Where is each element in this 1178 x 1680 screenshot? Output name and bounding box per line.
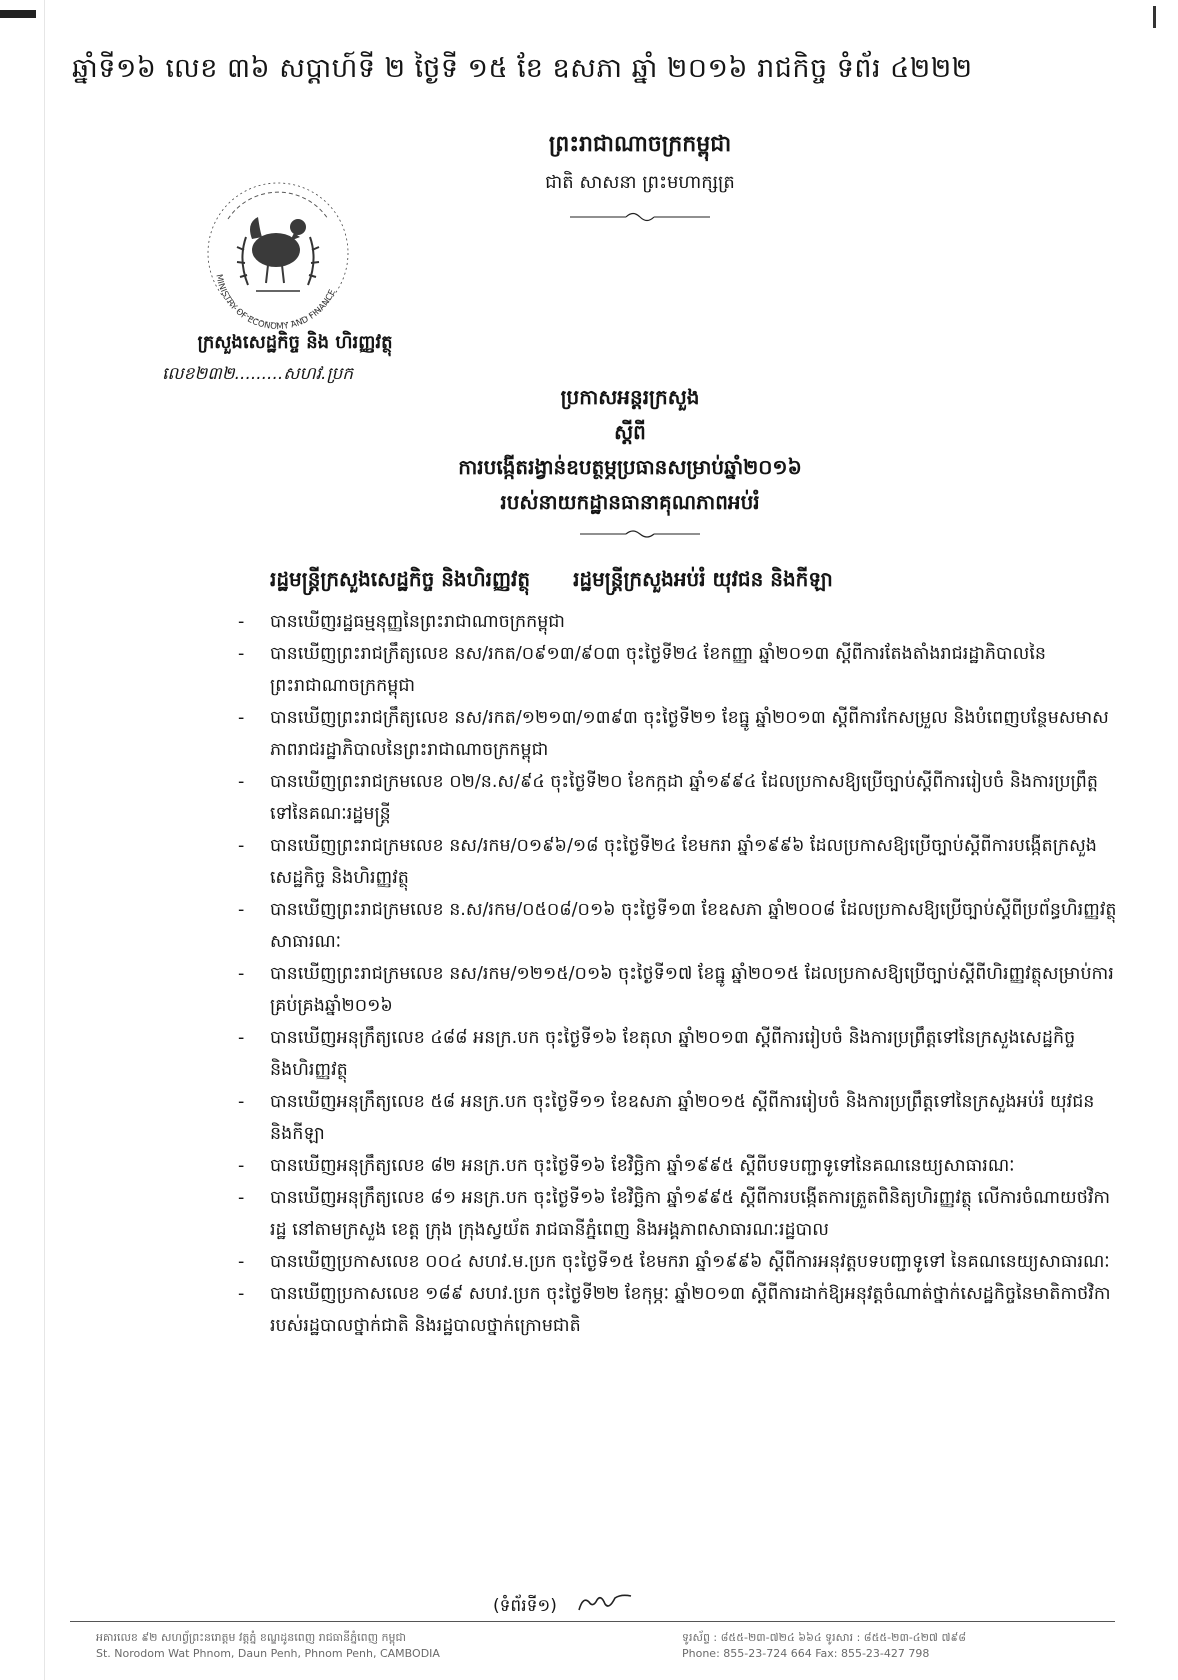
initials-signature [575,1592,635,1614]
minister-economy-heading: រដ្ឋមន្ត្រីក្រសួងសេដ្ឋកិច្ច និងហិរញ្ញវត្ថុ [270,567,531,591]
list-item: - បានឃើញអនុក្រឹត្យលេខ ៨២ អនក្រ.បក ចុះថ្ងៃទី១៦ ខែវិច្ឆិកា ឆ្នាំ១៩៩៥ ស្តីពីបទបញ្ជាទូទៅនៃគណនេយ្យសាធារណៈ [238,1156,1015,1176]
list-item: - បានឃើញប្រកាសលេខ ០០៤ សហវ.ម.ប្រក ចុះថ្ងៃទី១៥ ខែមករា ឆ្នាំ១៩៩៦ ស្តីពីការអនុវត្តបទបញ្ជាទូទៅ នៃគណនេយ្យសាធារណៈ [238,1252,1110,1272]
kingdom-title: ព្រះរាជាណាចក្រកម្ពុជា [548,132,732,157]
ministers-heading [270,566,1130,596]
list-item: - បានឃើញព្រះរាជក្រមលេខ នស/រកម/០១៩៦/១៨ ចុះថ្ងៃទី២៤ ខែមករា ឆ្នាំ១៩៩៦ ដែលប្រកាសឱ្យប្រើច្បាប់ស្តីពីការបង្កើតក្រសួងសេដ្ឋកិច្ច និងហិរញ្ញវត្ថុ [238,836,1097,888]
scan-margin [44,0,45,1680]
legal-basis-list [238,606,1118,1342]
list-item-text: បានឃើញព្រះរាជក្រមលេខ ន.ស/រកម/០៥០៨/០១៦ ចុះថ្ងៃទី១៣ ខែឧសភា ឆ្នាំ២០០៨ ដែលប្រកាសឱ្យប្រើច្បាប់ស្តីពីប្រព័ន្ធហិរញ្ញវត្ថុសាធារណៈ [270,900,1117,952]
national-motto: ជាតិ សាសនា ព្រះមហាក្សត្រ [545,172,735,193]
list-item-text: បានឃើញព្រះរាជក្រឹត្យលេខ នស/រកត/០៩១៣/៩០៣ ចុះថ្ងៃទី២៤ ខែកញ្ញា ឆ្នាំ២០១៣ ស្តីពីការតែងតាំងរាជរដ្ឋាភិបាលនៃព្រះរាជាណាចក្រកម្ពុជា [270,644,1047,696]
list-item: - បានឃើញអនុក្រឹត្យលេខ ៥៨ អនក្រ.បក ចុះថ្ងៃទី១១ ខែឧសភា ឆ្នាំ២០១៥ ស្តីពីការរៀបចំ និងការប្រព្រឹត្តទៅនៃក្រសួងអប់រំ យុវជន និងកីឡា [238,1092,1095,1144]
footer-address-km: អគារលេខ ៩២ សហព្វ័ព្រះនរោត្តម វត្តភ្នំ ខណ្ឌដូនពេញ រាជធានីភ្នំពេញ កម្ពុជា [96,1631,406,1644]
ministry-name: ក្រសួងសេដ្ឋកិច្ច និង ហិរញ្ញវត្ថុ [197,332,393,353]
title-line-2: ស្តីពី [614,420,646,444]
gazette-header: ឆ្នាំទី១៦ លេខ ៣៦ សប្តាហ៍ទី ២ ថ្ងៃទី ១៥ ខែ ឧសភា ឆ្នាំ ២០១៦ រាជកិច្ច ទំព័រ ៤២២២ [72,53,973,84]
list-item: - បានឃើញអនុក្រឹត្យលេខ ៤៨៨ អនក្រ.បក ចុះថ្ងៃទី១៦ ខែតុលា ឆ្នាំ២០១៣ ស្តីពីការរៀបចំ និងការប្រព្រឹត្តទៅនៃក្រសួងសេដ្ឋកិច្ច និងហិរញ្ញវត្ថុ [238,1028,1076,1080]
scan-corner-mark [1153,6,1156,28]
minister-education-heading: រដ្ឋមន្ត្រីក្រសួងអប់រំ យុវជន និងកីឡា [573,567,833,591]
list-item: - បានឃើញព្រះរាជក្រមលេខ នស/រកម/១២១៥/០១៦ ចុះថ្ងៃទី១៧ ខែធ្នូ ឆ្នាំ២០១៥ ដែលប្រកាសឱ្យប្រើច្បាប់ស្តីពីហិរញ្ញវត្ថុសម្រាប់ការគ្រប់គ្រងឆ្នាំ២០១៦ [238,964,1114,1016]
footer-divider [70,1621,1115,1622]
list-item-text: បានឃើញអនុក្រឹត្យលេខ ៥៨ អនក្រ.បក ចុះថ្ងៃទី១១ ខែឧសភា ឆ្នាំ២០១៥ ស្តីពីការរៀបចំ និងការប្រព្រឹត្តទៅនៃក្រសួងអប់រំ យុវជន និងកីឡា [270,1092,1095,1144]
list-item: - បានឃើញព្រះរាជក្រឹត្យលេខ នស/រកត/០៩១៣/៩០៣ ចុះថ្ងៃទី២៤ ខែកញ្ញា ឆ្នាំ២០១៣ ស្តីពីការតែងតាំងរាជរដ្ឋាភិបាលនៃព្រះរាជាណាចក្រកម្ពុជា [238,644,1047,696]
scan-edge-mark [0,10,36,18]
title-line-4: របស់នាយកដ្ឋានធានាគុណភាពអប់រំ [500,490,760,514]
list-item-text: បានឃើញអនុក្រឹត្យលេខ ៤៨៨ អនក្រ.បក ចុះថ្ងៃទី១៦ ខែតុលា ឆ្នាំ២០១៣ ស្តីពីការរៀបចំ និងការប្រព្រឹត្តទៅនៃក្រសួងសេដ្ឋកិច្ច និងហិរញ្ញវត្ថុ [270,1028,1076,1080]
emblem-text: MINISTRY OF ECONOMY AND FINANCE [213,273,338,333]
page-number: (ទំព័រទី១) [493,1596,557,1616]
title-line-1: ប្រកាសអន្តរក្រសួង [560,385,700,409]
list-item-text: បានឃើញអនុក្រឹត្យលេខ ៨២ អនក្រ.បក ចុះថ្ងៃទី១៦ ខែវិច្ឆិកា ឆ្នាំ១៩៩៥ ស្តីពីបទបញ្ជាទូទៅនៃគណនេយ្យសាធារណៈ [270,1156,1015,1176]
header-ornament [570,210,710,224]
list-item: - បានឃើញរដ្ឋធម្មនុញ្ញនៃព្រះរាជាណាចក្រកម្ពុជា [238,612,565,632]
list-item-text: បានឃើញព្រះរាជក្រឹត្យលេខ នស/រកត/១២១៣/១៣៩៣ ចុះថ្ងៃទី២១ ខែធ្នូ ឆ្នាំ២០១៣ ស្តីពីការកែសម្រួល និងបំពេញបន្ថែមសមាសភាពរាជរដ្ឋាភិបាលនៃព្រះរាជាណាចក្រកម្ពុជា [270,708,1109,760]
list-item-text: បានឃើញរដ្ឋធម្មនុញ្ញនៃព្រះរាជាណាចក្រកម្ពុជា [270,612,565,632]
list-item-text: បានឃើញព្រះរាជក្រមលេខ ០២/ន.ស/៩៤ ចុះថ្ងៃទី២០ ខែកក្កដា ឆ្នាំ១៩៩៤ ដែលប្រកាសឱ្យប្រើច្បាប់ស្តីពីការរៀបចំ និងការប្រព្រឹត្តទៅនៃគណៈរដ្ឋមន្ត្រី [270,772,1098,824]
footer-address-en: St. Norodom Wat Phnom, Daun Penh, Phnom Penh, CAMBODIA [96,1647,440,1660]
title-ornament [580,528,700,540]
footer-contact [682,1630,966,1662]
list-item: - បានឃើញព្រះរាជក្រមលេខ ០២/ន.ស/៩៤ ចុះថ្ងៃទី២០ ខែកក្កដា ឆ្នាំ១៩៩៤ ដែលប្រកាសឱ្យប្រើច្បាប់ស្តីពីការរៀបចំ និងការប្រព្រឹត្តទៅនៃគណៈរដ្ឋមន្ត្រី [238,772,1098,824]
list-item: - បានឃើញព្រះរាជក្រឹត្យលេខ នស/រកត/១២១៣/១៣៩៣ ចុះថ្ងៃទី២១ ខែធ្នូ ឆ្នាំ២០១៣ ស្តីពីការកែសម្រួល និងបំពេញបន្ថែមសមាសភាពរាជរដ្ឋាភិបាលនៃព្រះរាជាណាចក្រកម្ពុជា [238,708,1109,760]
footer-address [96,1630,440,1662]
list-item-text: បានឃើញប្រកាសលេខ ០០៤ សហវ.ម.ប្រក ចុះថ្ងៃទី១៥ ខែមករា ឆ្នាំ១៩៩៦ ស្តីពីការអនុវត្តបទបញ្ជាទូទៅ នៃគណនេយ្យសាធារណៈ [270,1252,1110,1272]
reference-number: លេខ២៣២.........សហវ.ប្រក [162,364,354,384]
ministry-emblem-icon [188,175,368,335]
list-item-text: បានឃើញព្រះរាជក្រមលេខ នស/រកម/១២១៥/០១៦ ចុះថ្ងៃទី១៧ ខែធ្នូ ឆ្នាំ២០១៥ ដែលប្រកាសឱ្យប្រើច្បាប់ស្តីពីហិរញ្ញវត្ថុសម្រាប់ការគ្រប់គ្រងឆ្នាំ២០១៦ [270,964,1114,1016]
list-item: - បានឃើញប្រកាសលេខ ១៨៩ សហវ.ប្រក ចុះថ្ងៃទី២២ ខែកុម្ភៈ ឆ្នាំ២០១៣ ស្តីពីការដាក់ឱ្យអនុវត្តចំណាត់ថ្នាក់សេដ្ឋកិច្ចនៃមាតិកាថវិការបស់រដ្ឋបាលថ្នាក់ជាតិ និងរដ្ឋបាលថ្នាក់ក្រោមជាតិ [238,1284,1111,1336]
footer-contact-km: ទូរស័ព្ទ : ៨៥៥-២៣-៧២៤ ៦៦៤ ទូរសារ : ៨៥៥-២៣-៤២៧ ៧៩៨ [682,1631,967,1644]
document-title [340,380,920,520]
list-item-text: បានឃើញព្រះរាជក្រមលេខ នស/រកម/០១៩៦/១៨ ចុះថ្ងៃទី២៤ ខែមករា ឆ្នាំ១៩៩៦ ដែលប្រកាសឱ្យប្រើច្បាប់ស្តីពីការបង្កើតក្រសួងសេដ្ឋកិច្ច និងហិរញ្ញវត្ថុ [270,836,1097,888]
list-item-text: បានឃើញប្រកាសលេខ ១៨៩ សហវ.ប្រក ចុះថ្ងៃទី២២ ខែកុម្ភៈ ឆ្នាំ២០១៣ ស្តីពីការដាក់ឱ្យអនុវត្តចំណាត់ថ្នាក់សេដ្ឋកិច្ចនៃមាតិកាថវិការបស់រដ្ឋបាលថ្នាក់ជាតិ និងរដ្ឋបាលថ្នាក់ក្រោមជាតិ [270,1284,1111,1336]
list-item: - បានឃើញព្រះរាជក្រមលេខ ន.ស/រកម/០៥០៨/០១៦ ចុះថ្ងៃទី១៣ ខែឧសភា ឆ្នាំ២០០៨ ដែលប្រកាសឱ្យប្រើច្បាប់ស្តីពីប្រព័ន្ធហិរញ្ញវត្ថុសាធារណៈ [238,900,1117,952]
footer-contact-en: Phone: 855-23-724 664 Fax: 855-23-427 798 [682,1647,930,1660]
list-item-text: បានឃើញអនុក្រឹត្យលេខ ៨១ អនក្រ.បក ចុះថ្ងៃទី១៦ ខែវិច្ឆិកា ឆ្នាំ១៩៩៥ ស្តីពីការបង្កើតការត្រួតពិនិត្យហិរញ្ញវត្ថុ លើការចំណាយថវិការដ្ឋ នៅតាមក្រសួង ខេត្ត ក្រុង ក្រុងស្វយ័ត រាជធានីភ្នំពេញ និងអង្គភាពសាធារណៈរដ្ឋបាល [270,1188,1111,1240]
title-line-3: ការបង្កើតរង្វាន់ឧបត្ថម្ភប្រធានសម្រាប់ឆ្នាំ២០១៦ [458,455,802,479]
list-item: - បានឃើញអនុក្រឹត្យលេខ ៨១ អនក្រ.បក ចុះថ្ងៃទី១៦ ខែវិច្ឆិកា ឆ្នាំ១៩៩៥ ស្តីពីការបង្កើតការត្រួតពិនិត្យហិរញ្ញវត្ថុ លើការចំណាយថវិការដ្ឋ នៅតាមក្រសួង ខេត្ត ក្រុង ក្រុងស្វយ័ត រាជធានីភ្នំពេញ និងអង្គភាពសាធារណៈរដ្ឋបាល [238,1188,1111,1240]
